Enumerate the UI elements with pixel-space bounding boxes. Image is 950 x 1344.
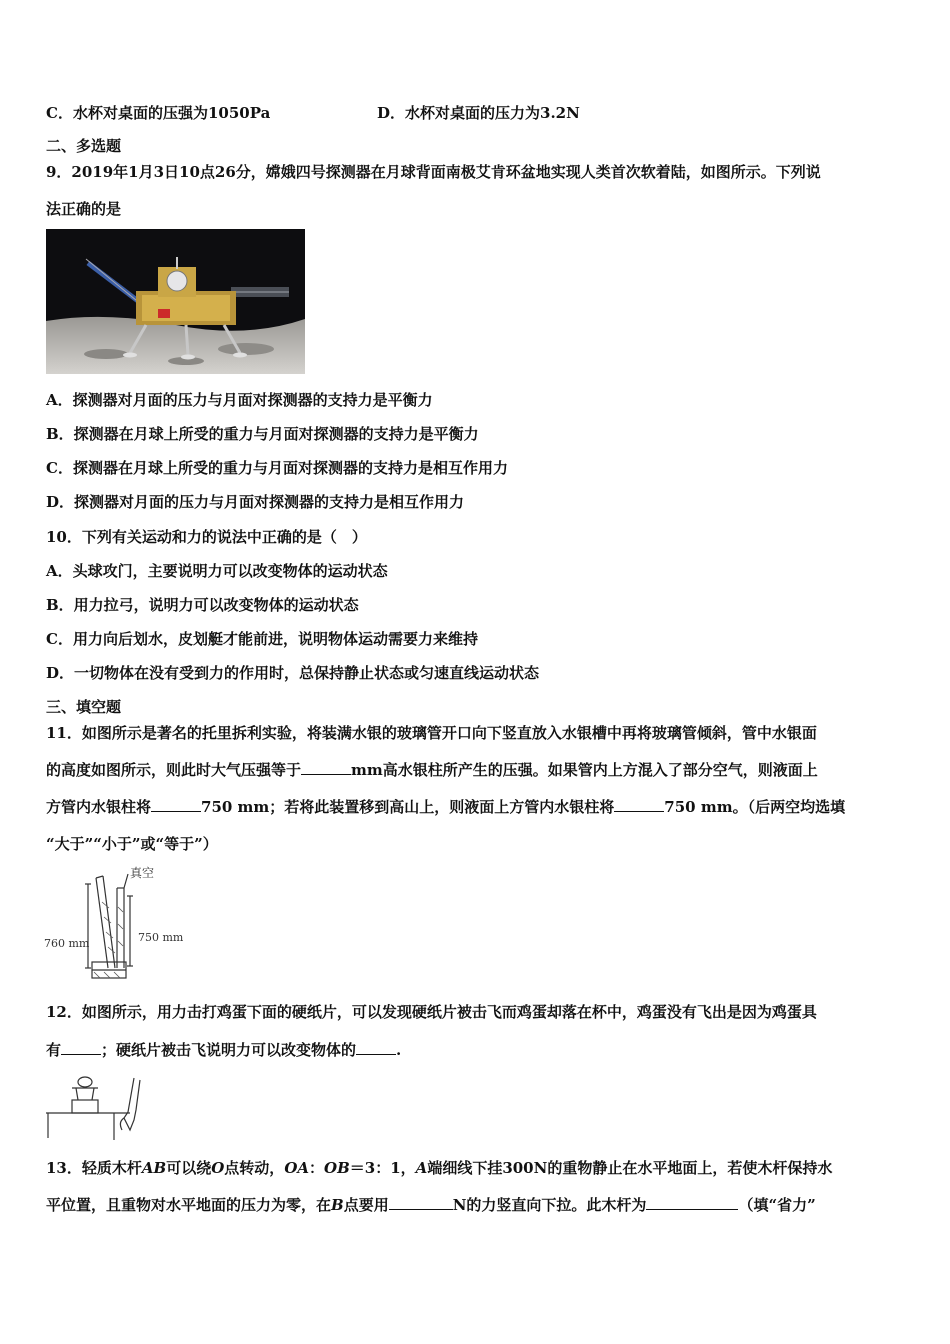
q11-text: 750 mm；若将此装置移到高山上，则液面上方管内水银柱将 bbox=[201, 798, 615, 816]
q8-options-row bbox=[46, 102, 906, 124]
q13-line2 bbox=[46, 1195, 816, 1215]
q12-blank-2[interactable] bbox=[356, 1040, 396, 1055]
egg-cardboard-diagram bbox=[44, 1070, 154, 1142]
q11-blank-3[interactable] bbox=[614, 797, 664, 812]
q13-var-a: A bbox=[415, 1159, 428, 1177]
q10-option-b[interactable]: B．用力拉弓，说明力可以改变物体的运动状态 bbox=[46, 596, 359, 614]
q12-line2 bbox=[46, 1040, 401, 1060]
q9-option-d[interactable]: D．探测器对月面的压力与月面对探测器的支持力是相互作用力 bbox=[46, 493, 465, 511]
q9-option-a[interactable]: A．探测器对月面的压力与月面对探测器的支持力是平衡力 bbox=[46, 391, 433, 409]
label-760mm: 760 mm bbox=[44, 937, 90, 950]
q9-stem-line2: 法正确的是 bbox=[46, 200, 122, 218]
q13-var-oa: OA bbox=[284, 1159, 310, 1177]
q11-text: 750 mm。（后两空均选填 bbox=[664, 798, 846, 816]
q13-text: 端细线下挂300N的重物静止在水平地面上，若使木杆保持水 bbox=[427, 1159, 833, 1177]
q9-option-c[interactable]: C．探测器在月球上所受的重力与月面对探测器的支持力是相互作用力 bbox=[46, 459, 508, 477]
q11-line3 bbox=[46, 797, 845, 817]
q13-text: ： bbox=[309, 1159, 325, 1177]
q11-line1: 11．如图所示是著名的托里拆利实验，将装满水银的玻璃管开口向下竖直放入水银槽中再将玻璃管倾斜，管中水银面 bbox=[46, 724, 817, 742]
q13-var-b: B bbox=[331, 1196, 344, 1214]
q13-var-ob: OB bbox=[324, 1159, 350, 1177]
label-750mm: 750 mm bbox=[138, 931, 184, 944]
q10-option-a[interactable]: A．头球攻门，主要说明力可以改变物体的运动状态 bbox=[46, 562, 388, 580]
q11-blank-2[interactable] bbox=[151, 797, 201, 812]
q8-option-c[interactable]: C．水杯对桌面的压强为1050Pa bbox=[46, 104, 271, 122]
q12-text: 有 bbox=[46, 1041, 62, 1059]
q8-option-d[interactable]: D．水杯对桌面的压力为3.2N bbox=[377, 104, 580, 122]
q13-text: 点要用 bbox=[343, 1196, 389, 1214]
q11-blank-1[interactable] bbox=[301, 760, 351, 775]
section-multi-choice-heading: 二、多选题 bbox=[46, 137, 122, 155]
q11-text: mm高水银柱所产生的压强。如果管内上方混入了部分空气，则液面上 bbox=[351, 761, 818, 779]
q9-option-b[interactable]: B．探测器在月球上所受的重力与月面对探测器的支持力是平衡力 bbox=[46, 425, 479, 443]
q12-line1: 12．如图所示，用力击打鸡蛋下面的硬纸片，可以发现硬纸片被击飞而鸡蛋却落在杯中，鸡蛋没有飞出是因为鸡蛋具 bbox=[46, 1003, 817, 1021]
q13-text: ＝3：1， bbox=[349, 1159, 416, 1177]
section-fill-blank-heading: 三、填空题 bbox=[46, 698, 122, 716]
q10-stem: 10．下列有关运动和力的说法中正确的是（ ） bbox=[46, 528, 367, 546]
q10-option-d[interactable]: D．一切物体在没有受到力的作用时，总保持静止状态或匀速直线运动状态 bbox=[46, 664, 540, 682]
q13-text: 点转动， bbox=[224, 1159, 285, 1177]
q10-option-c[interactable]: C．用力向后划水，皮划艇才能前进，说明物体运动需要力来维持 bbox=[46, 630, 478, 648]
q11-line2 bbox=[46, 760, 818, 780]
q12-text: . bbox=[396, 1041, 402, 1059]
q13-text: N的力竖直向下拉。此木杆为 bbox=[452, 1196, 647, 1214]
q13-var-o: O bbox=[211, 1159, 225, 1177]
q13-blank-2[interactable] bbox=[646, 1195, 738, 1210]
q9-stem-line1: 9．2019年1月3日10点26分，嫦娥四号探测器在月球背面南极艾肯环盆地实现人类首次软着陆，如图所示。下列说 bbox=[46, 163, 821, 181]
q13-text: 可以绕 bbox=[166, 1159, 212, 1177]
q11-text: 方管内水银柱将 bbox=[46, 798, 152, 816]
q13-var-ab: AB bbox=[141, 1159, 167, 1177]
label-vacuum: 真空 bbox=[130, 866, 155, 880]
q13-text: 平位置，且重物对水平地面的压力为零，在 bbox=[46, 1196, 332, 1214]
q11-text: 的高度如图所示，则此时大气压强等于 bbox=[46, 761, 302, 779]
q12-text: ；硬纸片被击飞说明力可以改变物体的 bbox=[101, 1041, 357, 1059]
torricelli-experiment-diagram bbox=[44, 862, 194, 982]
q13-blank-1[interactable] bbox=[389, 1195, 453, 1210]
lunar-lander-photo bbox=[46, 229, 305, 374]
q12-blank-1[interactable] bbox=[61, 1040, 101, 1055]
q13-text: 13．轻质木杆 bbox=[46, 1159, 142, 1177]
q13-text: （填“省力” bbox=[738, 1196, 816, 1214]
q11-line4: “大于”“小于”或“等于”） bbox=[46, 835, 218, 853]
q13-line1 bbox=[46, 1158, 832, 1178]
